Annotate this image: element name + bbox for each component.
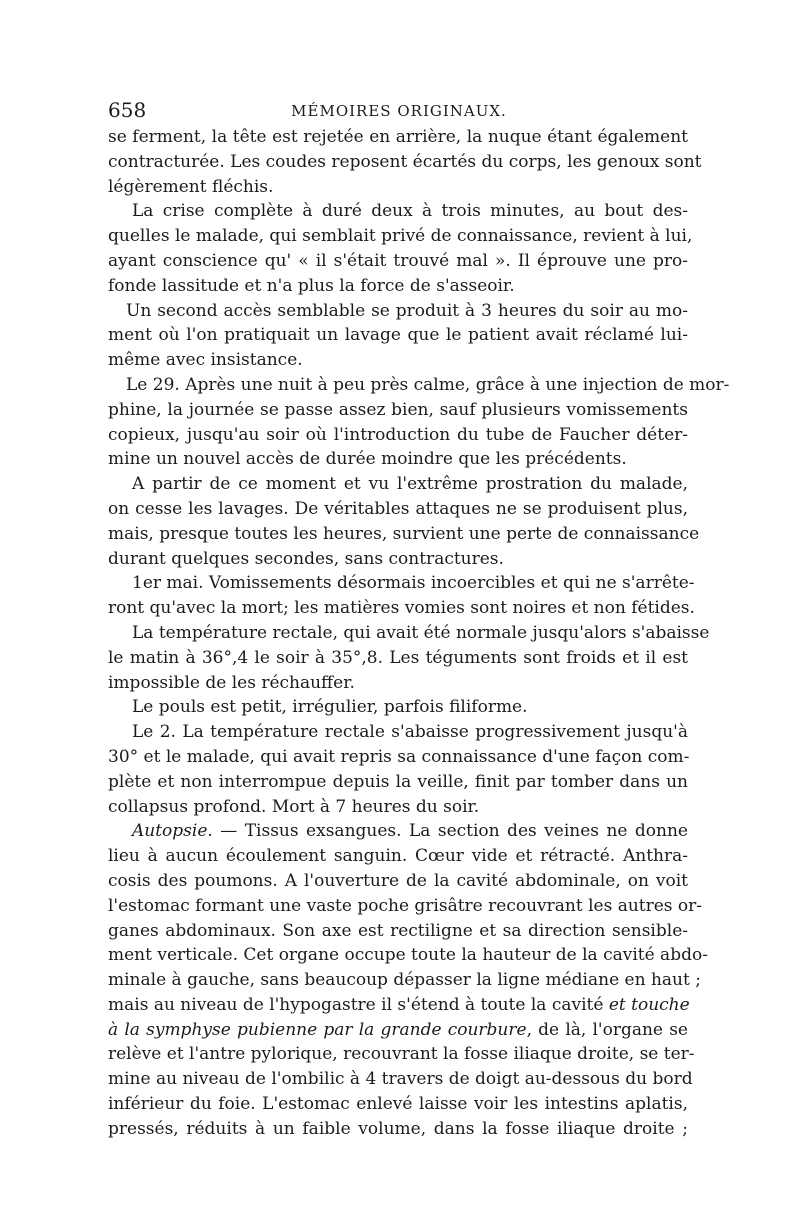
text-line: A partir de ce moment et vu l'extrême prostration du malade, <box>132 474 688 495</box>
page-header <box>108 96 690 124</box>
text-line: ment verticale. Cet organe occupe toute la hauteur de la cavité abdo- <box>108 945 708 966</box>
text-line: 30° et le malade, qui avait repris sa connaissance d'une façon com- <box>108 746 690 767</box>
text-run: , de là, l'organe se <box>526 1019 688 1040</box>
text-line: mais, presque toutes les heures, survient une perte de connaissance <box>108 523 700 544</box>
text-line-autopsie <box>108 819 688 844</box>
text-line: mine au niveau de l'ombilic à 4 travers de doigt au-dessous du bord <box>108 1069 693 1090</box>
text-line: ganes abdominaux. Son axe est rectiligne et sa direction sensible- <box>108 920 688 941</box>
text-line: mine un nouvel accès de durée moindre que les précédents. <box>108 449 627 470</box>
text-line: copieux, jusqu'au soir où l'introduction du tube de Faucher déter- <box>108 424 688 445</box>
italic-run: Autopsie. <box>132 821 213 842</box>
text-line: ment où l'on pratiquait un lavage que le patient avait réclamé lui- <box>108 325 688 346</box>
text-line: Le 2. La température rectale s'abaisse progressivement jusqu'à <box>132 722 688 743</box>
text-line: se ferment, la tête est rejetée en arrière, la nuque étant également <box>108 127 688 147</box>
text-line: ayant conscience qu' « il s'était trouvé mal ». Il éprouve une pro- <box>108 250 688 271</box>
text-line: Un second accès semblable se produit à 3 heures du soir au mo- <box>126 300 688 321</box>
text-run: mais au niveau de l'hypogastre il s'étend à toute la cavité <box>108 994 609 1015</box>
text-line: Le pouls est petit, irrégulier, parfois filiforme. <box>132 697 528 718</box>
text-line: contracturée. Les coudes reposent écartés du corps, les genoux sont <box>108 151 702 172</box>
text-line: le matin à 36°,4 le soir à 35°,8. Les téguments sont froids et il est <box>108 647 688 668</box>
page-number: 658 <box>108 98 147 122</box>
text-line: minale à gauche, sans beaucoup dépasser la ligne médiane en haut ; <box>108 970 701 991</box>
text-line-italic-mix <box>108 993 688 1018</box>
text-line: fonde lassitude et n'a plus la force de s'asseoir. <box>108 275 515 296</box>
text-line: plète et non interrompue depuis la veille, finit par tomber dans un <box>108 771 688 792</box>
text-line-italic-mix <box>108 1018 688 1043</box>
text-line: même avec insistance. <box>108 350 303 371</box>
text-line: lieu à aucun écoulement sanguin. Cœur vide et rétracté. Anthra- <box>108 846 688 867</box>
text-line: on cesse les lavages. De véritables attaques ne se produisent plus, <box>108 498 688 519</box>
italic-run: et touche <box>608 994 690 1015</box>
text-line: relève et l'antre pylorique, recouvrant la fosse iliaque droite, se ter- <box>108 1044 695 1065</box>
text-line: pressés, réduits à un faible volume, dans la fosse iliaque droite ; <box>108 1118 688 1139</box>
text-line: La température rectale, qui avait été normale jusqu'alors s'abaisse <box>132 622 710 643</box>
text-line: phine, la journée se passe assez bien, sauf plusieurs vomissements <box>108 399 688 420</box>
text-line: légèrement fléchis. <box>108 176 274 197</box>
text-line: La crise complète à duré deux à trois minutes, au bout des- <box>132 201 688 222</box>
text-line: ront qu'avec la mort; les matières vomies sont noires et non fétides. <box>108 598 695 619</box>
text-run: — Tissus exsangues. La section des veines ne donne <box>212 821 688 842</box>
text-line: Le 29. Après une nuit à peu près calme, grâce à une injection de mor- <box>126 374 730 395</box>
text-line: l'estomac formant une vaste poche grisâtre recouvrant les autres or- <box>108 895 703 916</box>
italic-run: à la symphyse pubienne par la grande courbure <box>108 1019 527 1040</box>
text-line: collapsus profond. Mort à 7 heures du soir. <box>108 796 480 817</box>
text-line: impossible de les réchauffer. <box>108 672 355 693</box>
text-line: 1er mai. Vomissements désormais incoercibles et qui ne s'arrête- <box>132 573 695 594</box>
text-line: inférieur du foie. L'estomac enlevé laisse voir les intestins aplatis, <box>108 1094 688 1115</box>
text-line: durant quelques secondes, sans contractures. <box>108 548 504 569</box>
text-line: cosis des poumons. A l'ouverture de la cavité abdominale, on voit <box>108 870 688 891</box>
running-head: MÉMOIRES ORIGINAUX. <box>291 102 507 120</box>
text-line: quelles le malade, qui semblait privé de connaissance, revient à lui, <box>108 226 693 247</box>
body-text <box>108 125 730 1142</box>
